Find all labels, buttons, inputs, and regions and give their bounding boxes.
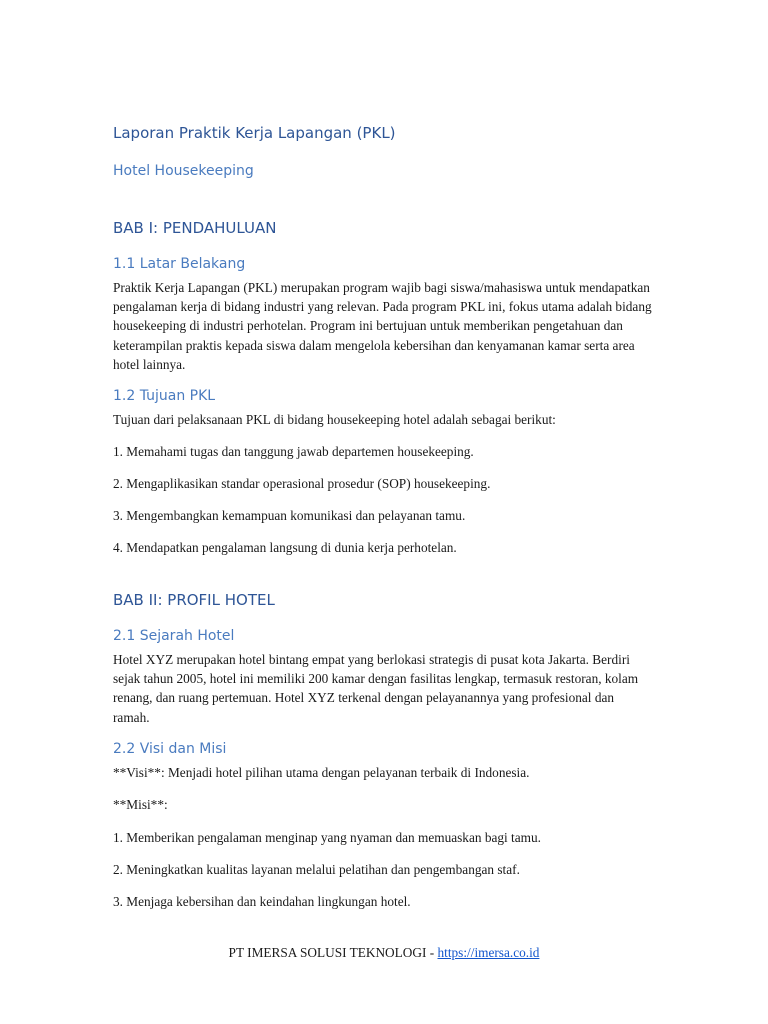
document-subtitle: Hotel Housekeeping (113, 163, 254, 179)
section-2-1-heading: 2.1 Sejarah Hotel (113, 628, 235, 644)
tujuan-item-3: 3. Mengembangkan kemampuan komunikasi dan pelayanan tamu. (113, 508, 466, 523)
section-1-1-heading: 1.1 Latar Belakang (113, 256, 246, 272)
tujuan-item-1: 1. Memahami tugas dan tanggung jawab departemen housekeeping. (113, 444, 474, 459)
tujuan-item-4: 4. Mendapatkan pengalaman langsung di dunia kerja perhotelan. (113, 540, 457, 555)
section-2-1-paragraph: Hotel XYZ merupakan hotel bintang empat yang berlokasi strategis di pusat kota Jakarta. Berdiri sejak tahun 2005, hotel ini memiliki 200 kamar dengan fasilitas lengkap, termasuk restoran, kolam renang, dan ruang pertemuan. Hotel XYZ terkenal dengan pelayanannya yang profesional dan ramah. (113, 652, 639, 725)
section-1-2-intro: Tujuan dari pelaksanaan PKL di bidang housekeeping hotel adalah sebagai berikut: (113, 412, 556, 427)
section-1-2-heading: 1.2 Tujuan PKL (113, 388, 216, 404)
section-2-2-heading: 2.2 Visi dan Misi (113, 741, 227, 757)
footer-link[interactable]: https://imersa.co.id (437, 945, 540, 960)
page-footer (0, 945, 768, 961)
tujuan-item-2: 2. Mengaplikasikan standar operasional prosedur (SOP) housekeeping. (113, 476, 491, 491)
section-1-1-paragraph: Praktik Kerja Lapangan (PKL) merupakan program wajib bagi siswa/mahasiswa untuk mendapatkan pengalaman kerja di bidang industri yang relevan. Pada program PKL ini, fokus utama adalah bidang housekeeping di industri perhotelan. Program ini bertujuan untuk memberikan pengetahuan dan keterampilan praktis kepada siswa dalam mengelola kebersihan dan kenyamanan kamar serta area hotel lainnya. (113, 280, 652, 372)
visi-text: **Visi**: Menjadi hotel pilihan utama dengan pelayanan terbaik di Indonesia. (113, 765, 530, 780)
misi-item-2: 2. Meningkatkan kualitas layanan melalui pelatihan dan pengembangan staf. (113, 862, 520, 877)
bab2-heading: BAB II: PROFIL HOTEL (113, 591, 275, 609)
bab1-heading: BAB I: PENDAHULUAN (113, 219, 277, 237)
misi-item-3: 3. Menjaga kebersihan dan keindahan lingkungan hotel. (113, 894, 411, 909)
footer-company: PT IMERSA SOLUSI TEKNOLOGI - (228, 945, 438, 960)
misi-label: **Misi**: (113, 797, 168, 812)
document-page (113, 0, 653, 1024)
document-title: Laporan Praktik Kerja Lapangan (PKL) (113, 124, 396, 142)
misi-item-1: 1. Memberikan pengalaman menginap yang nyaman dan memuaskan bagi tamu. (113, 830, 541, 845)
